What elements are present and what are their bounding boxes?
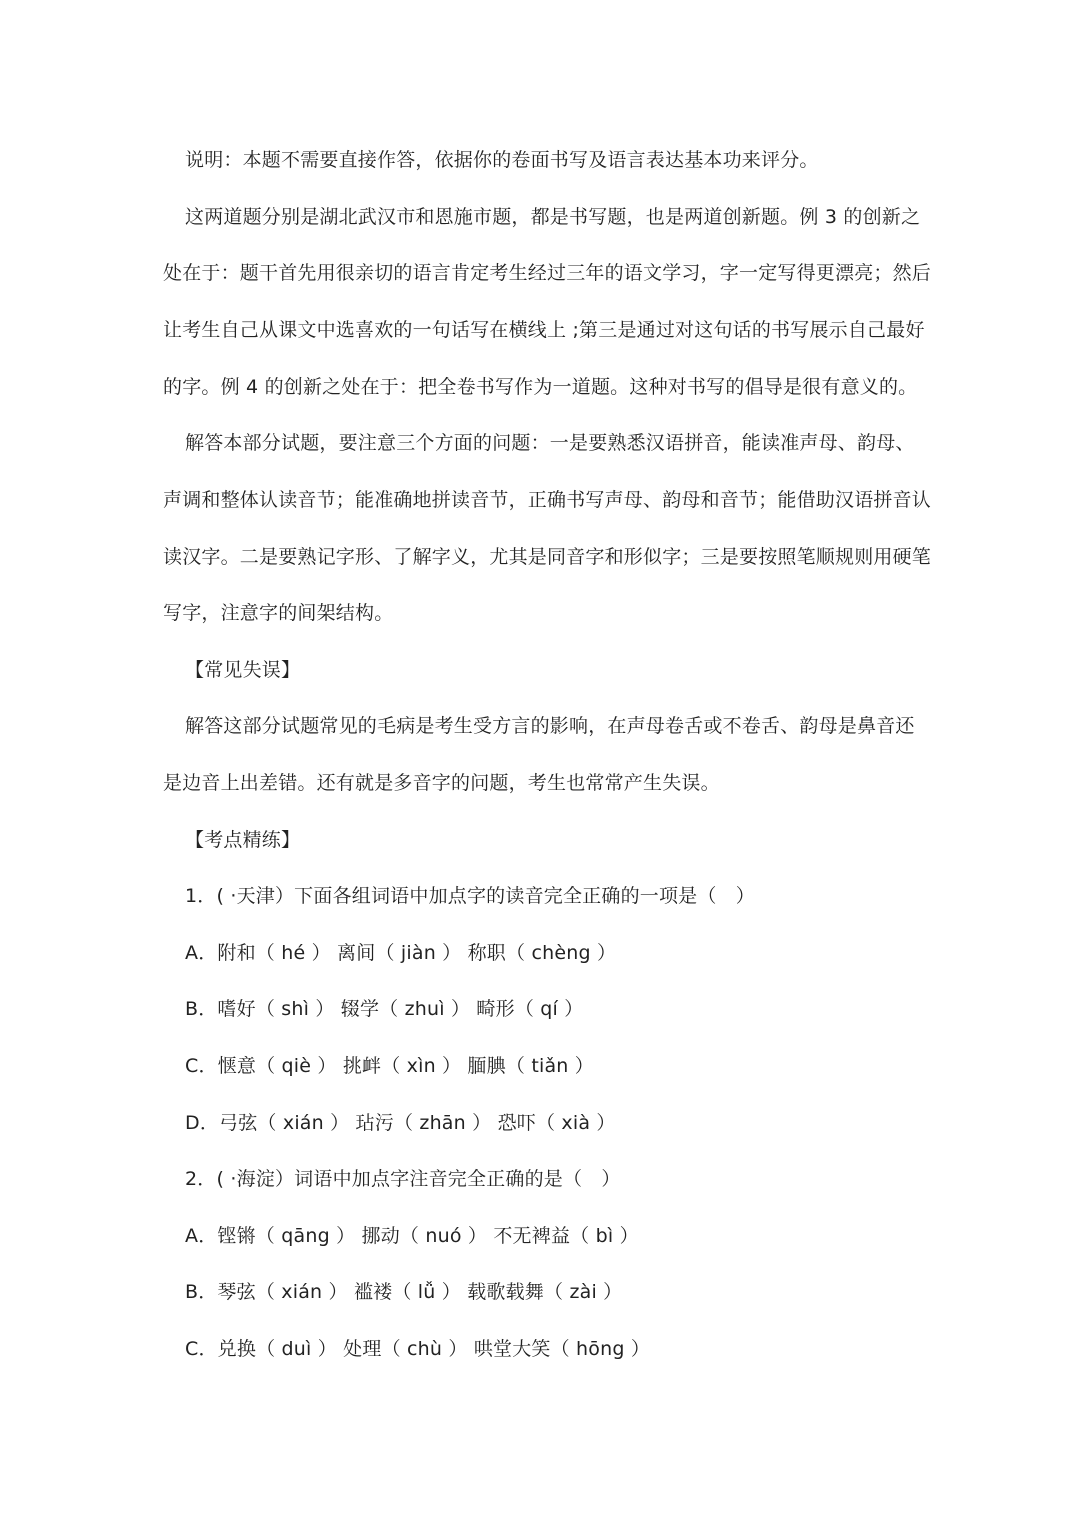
para2-line-2: 声调和整体认读音节；能准确地拼读音节，正确书写声母、韵母和音节；能借助汉语拼音认 bbox=[163, 489, 932, 511]
para2-line-4: 写字，注意字的间架结构。 bbox=[163, 602, 394, 624]
note-line: 说明：本题不需要直接作答，依据你的卷面书写及语言表达基本功来评分。 bbox=[185, 149, 819, 171]
question-2-option-a: A．铿锵（ qāng ） 挪动（ nuó ） 不无裨益（ bì ） bbox=[185, 1225, 639, 1247]
para2-line-3: 读汉字。二是要熟记字形、了解字义，尤其是同音字和形似字；三是要按照笔顺规则用硬笔 bbox=[163, 546, 932, 568]
question-1-option-c: C．惬意（ qiè ） 挑衅（ xìn ） 腼腆（ tiǎn ） bbox=[185, 1055, 594, 1077]
question-1-option-a: A．附和（ hé ） 离间（ jiàn ） 称职（ chèng ） bbox=[185, 942, 617, 964]
question-1-option-d: D．弓弦（ xián ） 玷污（ zhān ） 恐吓（ xià ） bbox=[185, 1112, 616, 1134]
para3-line-1: 解答这部分试题常见的毛病是考生受方言的影响，在声母卷舌或不卷舌、韵母是鼻音还 bbox=[185, 715, 915, 737]
para1-line-2: 处在于：题干首先用很亲切的语言肯定考生经过三年的语文学习，字一定写得更漂亮；然后 bbox=[163, 262, 932, 284]
question-2-option-c: C．兑换（ duì ） 处理（ chù ） 哄堂大笑（ hōng ） bbox=[185, 1338, 651, 1360]
question-1-stem: 1．( ·天津）下面各组词语中加点字的读音完全正确的一项是（ ） bbox=[185, 885, 755, 907]
para1-line-1: 这两道题分别是湖北武汉市和恩施市题，都是书写题，也是两道创新题。例 3 的创新之 bbox=[185, 206, 921, 228]
para3-line-2: 是边音上出差错。还有就是多音字的问题，考生也常常产生失误。 bbox=[163, 772, 720, 794]
question-1-option-b: B．嗜好（ shì ） 辍学（ zhuì ） 畸形（ qí ） bbox=[185, 998, 584, 1020]
para1-line-4: 的字。例 4 的创新之处在于：把全卷书写作为一道题。这种对书写的倡导是很有意义的。 bbox=[163, 376, 918, 398]
heading-practice: 【考点精练】 bbox=[185, 829, 301, 851]
question-2-stem: 2．( ·海淀）词语中加点字注音完全正确的是（ ） bbox=[185, 1168, 621, 1190]
para1-line-3: 让考生自己从课文中选喜欢的一句话写在横线上 ;第三是通过对这句话的书写展示自己最好 bbox=[163, 319, 925, 341]
heading-common-errors: 【常见失误】 bbox=[185, 659, 301, 681]
question-2-option-b: B．琴弦（ xián ） 褴褛（ lǚ ） 载歌载舞（ zài ） bbox=[185, 1281, 623, 1303]
para2-line-1: 解答本部分试题，要注意三个方面的问题：一是要熟悉汉语拼音，能读准声母、韵母、 bbox=[185, 432, 915, 454]
